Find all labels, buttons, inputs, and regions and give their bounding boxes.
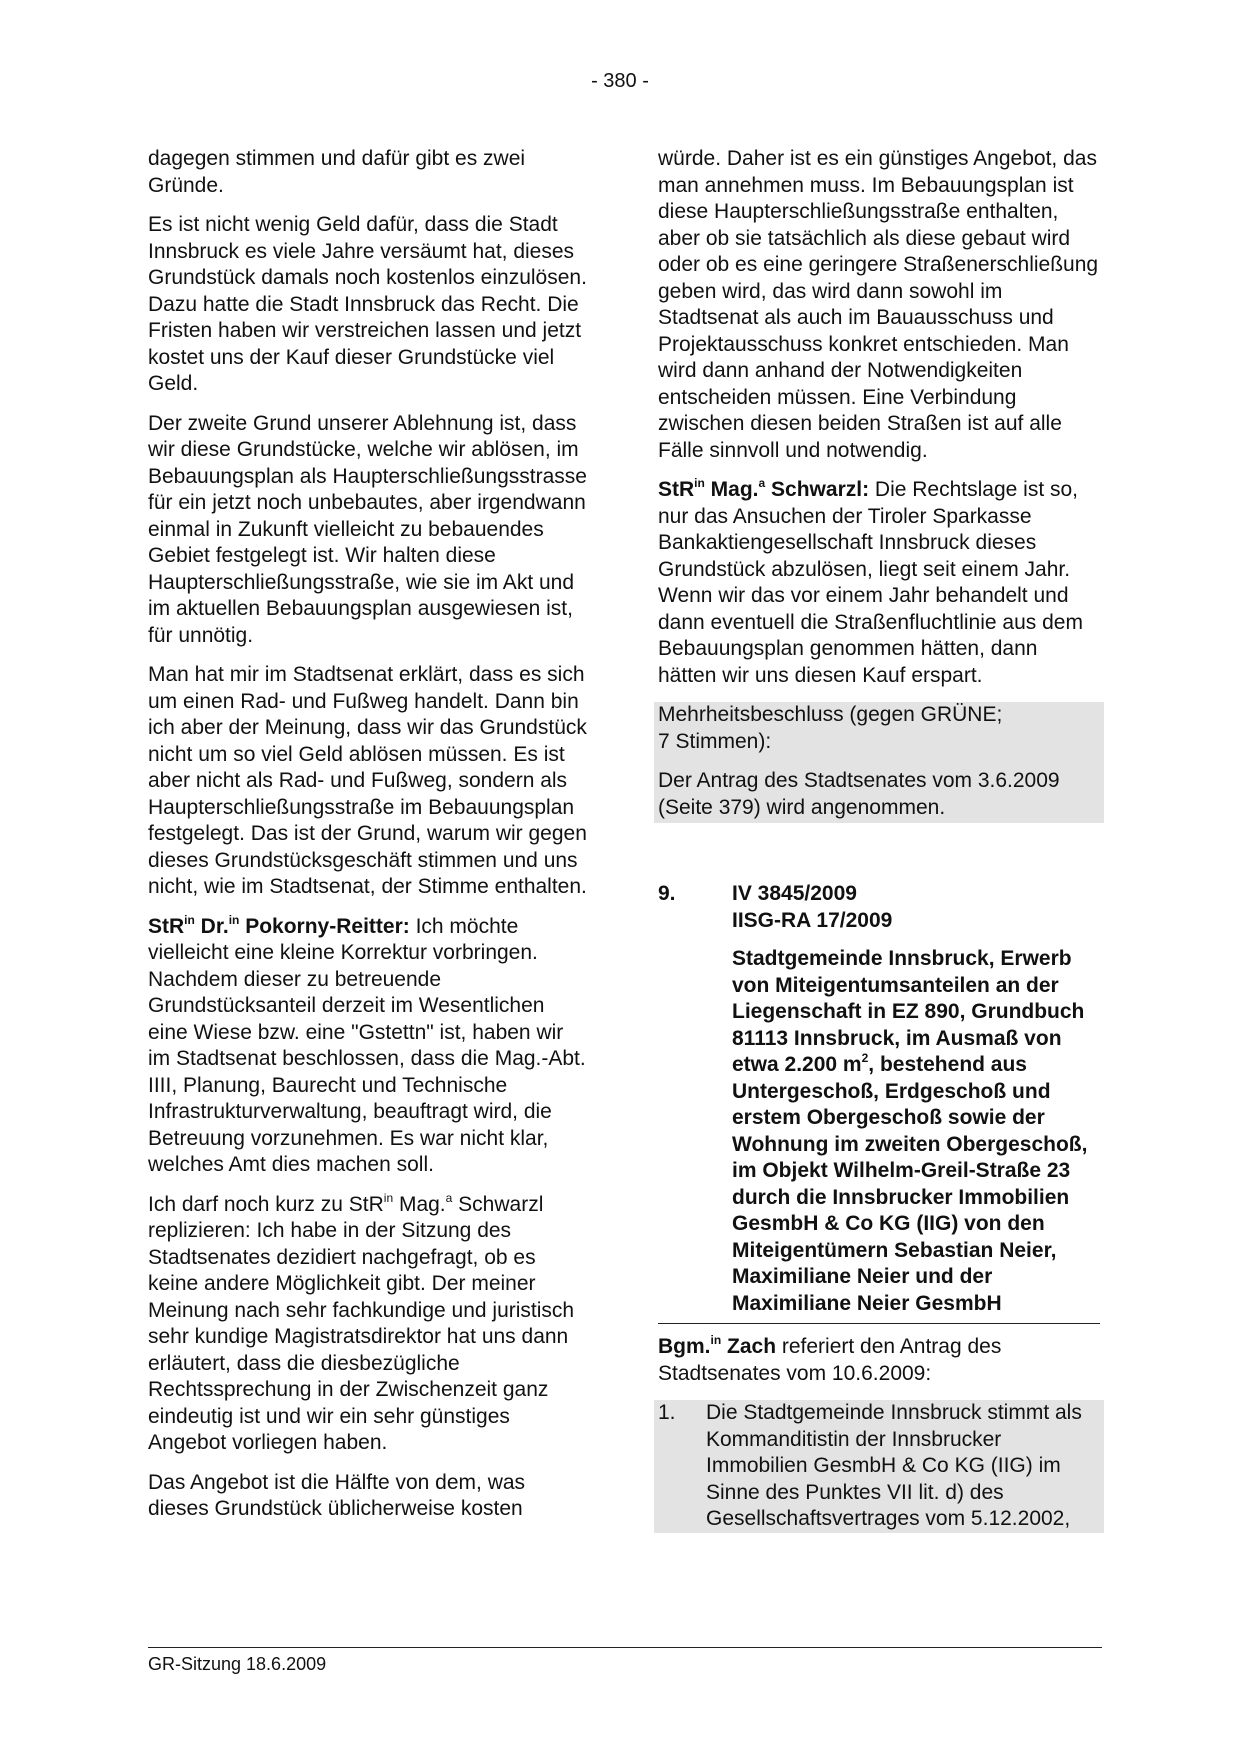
agenda-number: 9. xyxy=(658,882,676,905)
paragraph: Man hat mir im Stadtsenat erklärt, dass es sich um einen Rad- und Fußweg handelt. Dann bin ich aber der Meinung, dass wir das Grundstück nicht um so viel Geld ablösen müssen. Es ist aber nicht als Rad- und Fußweg, sondern als Haupterschließungsstraße im Bebauungsplan festgelegt. Das ist der Grund, warum wir gegen dieses Grundstücksgeschäft stimmen und uns nicht, wie im Stadtsenat, der Stimme enthalten. xyxy=(148,663,587,898)
speech-text: Ich möchte vielleicht eine kleine Korrektur vorbringen. Nachdem dieser zu betreuende Grundstücksanteil derzeit im Wesentlichen eine Wiese bzw. eine "Gstettn" ist, haben wir im Stadtsenat beschlossen, dass die Mag.-Abt. IIII, Planung, Baurecht und Technische Infrastrukturverwaltung, beauftragt wird, die Betreuung vorzunehmen. Es war nicht klar, welches Amt dies machen soll. xyxy=(148,914,586,1176)
list-text: Die Stadtgemeinde Innsbruck stimmt als Kommanditistin der Innsbrucker Immobilien GesmbH & Co KG (IIG) im Sinne des Punktes VII lit. d) des Gesellschaftsvertrages vom 5.12.2002, xyxy=(706,1401,1082,1530)
speaker-name: StR$^{in}$ Mag.$^a$ Schwarzl: xyxy=(658,476,870,501)
speech-paragraph xyxy=(658,1334,1100,1387)
paragraph: Das Angebot ist die Hälfte von dem, was dieses Grundstück üblicherweise kosten xyxy=(148,1470,526,1520)
resolution-result: Mehrheitsbeschluss (gegen GRÜNE; 7 Stimmen): xyxy=(658,703,1003,753)
list-number: 1. xyxy=(658,1401,676,1424)
left-column xyxy=(148,146,588,1536)
agenda-title: Stadtgemeinde Innsbruck, Erwerb von Miteigentumsanteilen an der Liegenschaft in EZ 890, Grundbuch 81113 Innsbruck, im Ausmaß von etwa 2.200 $m^2$, bestehend aus Untergeschoß, Erdgeschoß und erstem Obergeschoß sowie der Wohnung im zweiten Obergeschoß, im Objekt Wilhelm-Greil-Straße 23 durch die Innsbrucker Immobilien GesmbH & Co KG (IIG) von den Miteigentümern Sebastian Neier, Maximiliane Neier und der Maximiliane Neier GesmbH xyxy=(732,947,1088,1315)
paragraph: würde. Daher ist es ein günstiges Angebot, das man annehmen muss. Im Bebauungsplan ist diese Haupterschließungsstraße enthalten, aber ob sie tatsächlich als diese gebaut wird oder ob es eine geringere Straßenerschließung geben wird, das wird dann sowohl im Stadtsenat als auch im Bauausschuss und Projektausschuss konkret entschieden. Man wird dann anhand der Notwendigkeiten entscheiden müssen. Eine Verbindung zwischen diesen beiden Straßen ist auf alle Fälle sinnvoll und notwendig. xyxy=(658,147,1099,462)
speech-text: referiert den Antrag des Stadtsenates vom 10.6.2009: xyxy=(658,1335,1002,1385)
speaker-name: Bgm.$^{in}$ Zach xyxy=(658,1333,777,1358)
right-column xyxy=(658,146,1100,1533)
paragraph: dagegen stimmen und dafür gibt es zwei Gründe. xyxy=(148,147,526,197)
resolution-text: Der Antrag des Stadtsenates vom 3.6.2009 (Seite 379) wird angenommen. xyxy=(658,769,1060,819)
paragraph: Ich darf noch kurz zu StR$^{in}$ Mag.$^a$ Schwarzl replizieren: Ich habe in der Sitzung des Stadtsenates dezidiert nachgefragt, ob es keine andere Möglichkeit gibt. Der meiner Meinung nach sehr fachkundige und juristisch sehr kundige Magistratsdirektor hat uns dann erläutert, dass die diesbezügliche Rechtssprechung in der Zwischenzeit ganz eindeutig ist und wir ein sehr günstiges Angebot vorliegen haben. xyxy=(148,1190,575,1454)
footer: GR-Sitzung 18.6.2009 xyxy=(148,1654,327,1674)
agenda-ref: IV 3845/2009 xyxy=(732,882,857,905)
agenda-ref: IISG-RA 17/2009 xyxy=(732,908,893,932)
speech-text: Die Rechtslage ist so, nur das Ansuchen der Tiroler Sparkasse Bankaktiengesellschaft Innsbruck dieses Grundstück abzulösen, liegt seit einem Jahr. Wenn wir das vor einem Jahr behandelt und dann eventuell die Straßenfluchtlinie aus dem Bebauungsplan genommen hätten, dann hätten wir uns diesen Kauf erspart. xyxy=(658,478,1083,687)
paragraph: Der zweite Grund unserer Ablehnung ist, dass wir diese Grundstücke, welche wir ablösen, im Bebauungsplan als Haupterschließungsstrasse für ein jetzt noch unbebautes, aber irgendwann einmal in Zukunft vielleicht zu bebauendes Gebiet festgelegt ist. Wir halten diese Haupterschließungsstraße, wie sie im Akt und im aktuellen Bebauungsplan ausgewiesen ist, für unnötig. xyxy=(148,411,587,647)
page-number: - 380 - xyxy=(591,70,649,92)
speech-paragraph xyxy=(148,914,588,1179)
footer-divider xyxy=(148,1647,1102,1648)
paragraph: Es ist nicht wenig Geld dafür, dass die Stadt Innsbruck es viele Jahre versäumt hat, dieses Grundstück damals noch kostenlos einzulösen. Dazu hatte die Stadt Innsbruck das Recht. Die Fristen haben wir verstreichen lassen und jetzt kostet uns der Kauf dieser Grundstücke viel Geld. xyxy=(148,213,587,395)
agenda-refs xyxy=(732,881,892,934)
motion-list-item xyxy=(654,1400,1104,1533)
agenda-header xyxy=(658,881,1100,934)
agenda-item xyxy=(658,881,1100,1317)
divider xyxy=(658,1323,1100,1324)
speaker-name: StR$^{in}$ Dr.$^{in}$ Pokorny-Reitter: xyxy=(148,912,410,938)
speech-paragraph xyxy=(658,477,1100,689)
resolution-box xyxy=(654,702,1104,823)
